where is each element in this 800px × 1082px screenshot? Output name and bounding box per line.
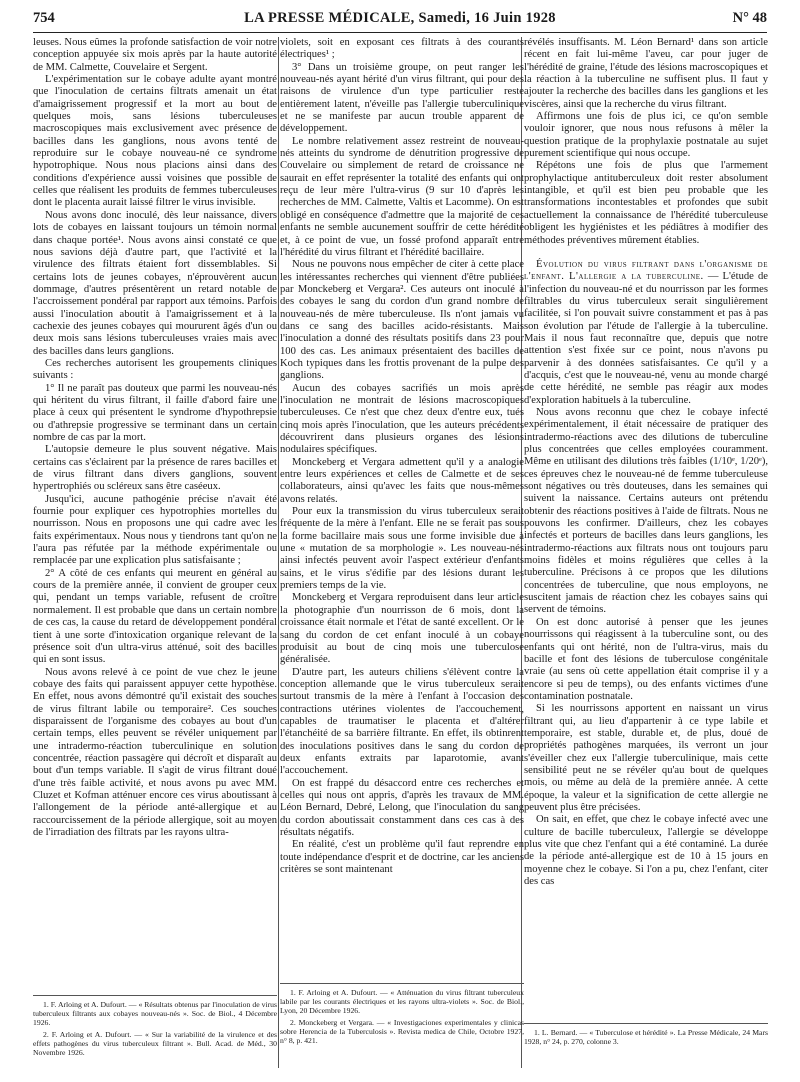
footnote: 2. F. Arloing et A. Dufourt. — « Sur la variabilité de la virulence et des effets pathogènes du virus tuberculeux filtrant ». Bull. Acad. de Méd., 30 Novembre 1926.	[33, 1029, 277, 1058]
column-3-body	[524, 37, 768, 888]
journal-title: LA PRESSE MÉDICALE, Samedi, 16 Juin 1928	[244, 10, 556, 26]
footnotes	[280, 983, 524, 1070]
section-paragraph	[524, 259, 768, 407]
paragraph: On est donc autorisé à penser que les jeunes nourrissons qui réagissent à la tuberculine sont, ou des enfants qui ont hérité, non de l'ultra-virus, mais du bacille et font des lésions de tuberculose congénitale vraie (au sens où cette appellation était comprise il y a encore si peu de temps), ou des enfants victimes d'une contamination postnatale.	[524, 616, 768, 702]
paragraph: Jusqu'ici, aucune pathogénie précise n'avait été fournie pour expliquer ces hypotrophies mortelles du nourrisson. Nous en proposons une qui cadre avec les faits expérimentaux. Nous nous y tiendrons tant qu'on ne l'aura pas réfutée par la méthode expérimentale ou remplacée par une explication plus satisfaisante ;	[33, 493, 277, 567]
paragraph: Aucun des cobayes sacrifiés un mois après l'inoculation ne montrait de lésions macroscopiques tuberculeuses. Ce n'est que chez deux d'entre eux, tués cinq mois après l'inoculation, que les auteurs précédents découvrirent dans plusieurs organes des lésions nodulaires spécifiques.	[280, 382, 524, 456]
paragraph: On sait, en effet, que chez le cobaye infecté avec une culture de bacille tuberculeux, l'allergie se développe plus vite que chez l'enfant qui a été contaminé. La durée de la période anté-allergique est de 10 à 15 jours en moyenne chez le cobaye. Si l'on a pu, chez l'enfant, citer des cas	[524, 814, 768, 888]
paragraph: 2° A côté de ces enfants qui meurent en général au cours de la première année, il convient de grouper ceux qui, pendant un temps variable, refusent de croître normalement. Il est probable que dans un certain nombre de ces cas, la cause du retard de développement pondéral tient à une sorte d'intoxication organique relevant de la présence soit d'un ultra-virus atténué, soit des bacilles qui en sont issus.	[33, 567, 277, 666]
paragraph: Nous avons donc inoculé, dès leur naissance, divers lots de cobayes en laissant toujours un témoin normal dans chaque portée¹. Nous avons ainsi constaté ce que nous savions déjà d'autre part, que l'activité et la virulence des filtrats étaient fort dissemblables. Si certains lots de jeunes cobayes, n'éprouvèrent aucun dommage, d'autres présentèrent un retard notable de l'accroissement pondéral par rapport aux témoins. Parfois aussi l'inoculation aboutit à l'amaigrissement et à la cachexie des jeunes cobayes qui moururent âgés d'un ou deux mois sans lésions tuberculeuses vraies mais avec des bacilles dans leurs ganglions.	[33, 209, 277, 357]
column-rule	[278, 37, 279, 1068]
column-1	[33, 37, 277, 1070]
column-2-body	[280, 37, 524, 876]
paragraph: 3° Dans un troisième groupe, on peut ranger les nouveau-nés ayant hérité d'un virus filtrant, qui pour des raisons de virulence d'un type particulier reste entièrement latent, n'éveille pas l'allergie tuberculinique et ne se manifeste par aucun trouble apparent de développement.	[280, 61, 524, 135]
paragraph: L'autopsie demeure le plus souvent négative. Mais certains cas s'éclairent par la présence de rares bacilles et de virus filtrant dans divers ganglions, souvent hypertrophiés ou scléreux sans être caséeux.	[33, 444, 277, 493]
footnotes	[524, 1023, 768, 1070]
paragraph: Pour eux la transmission du virus tuberculeux serait fréquente de la mère à l'enfant. Elle ne se ferait pas sous la forme bacillaire mais sous une forme invisible due à une « mutation de sa morphologie ». Les nouveau-nés ainsi infectés peuvent avoir l'aspect extérieur d'enfants sains, et le virus s'édifie par des lésions durant les premiers temps de la vie.	[280, 506, 524, 592]
column-3	[524, 37, 768, 1070]
footnote: 2. Monckeberg et Vergara. — « Investigaciones experimentales y clinicas sobre Herencia de la Tuberculosis ». Revista medica de Chile, Octobre 1927, n° 8, p. 421.	[280, 1017, 524, 1046]
footnotes	[33, 995, 277, 1070]
issue-number: N° 48	[732, 10, 767, 26]
paragraph: On est frappé du désaccord entre ces recherches et celles qui nous ont appris, d'après les travaux de MM. Léon Bernard, Debré, Lelong, que l'inoculation du sang du cordon aboutissait constamment dans ces cas à des résultats négatifs.	[280, 777, 524, 838]
paragraph: L'expérimentation sur le cobaye adulte ayant montré que l'inoculation de certains filtrats amenait un état d'amaigrissement progressif et la mort au bout de quelques mois, sans lésions tuberculeuses macroscopiques mais exclusivement avec présence de bacilles dans les ganglions, nous avons tenté de reproduire sur le cobaye nouveau-né ce syndrome hypotrophique. Nous nous placions ainsi dans des conditions d'expérience aussi voisines que possible de celles que réalisent les produits de femmes tuberculeuses dont le placenta aurait laissé filtrer le virus invisible.	[33, 74, 277, 209]
paragraph: Le nombre relativement assez restreint de nouveau-nés atteints du syndrome de dénutrition progressive de Couvelaire ou simplement de retard de croissance ne saurait en effet représenter la totalité des enfants qui ont reçu de leur mère l'ultra-virus (9 sur 10 d'après les recherches de MM. Calmette, Valtis et Lacomme). On est obligé en conséquence d'admettre que la majorité de ces enfants ne semble aucunement souffrir de cette hérédité et, à ce point de vue, un fossé profond apparaît entre l'hérédité du virus filtrant et l'hérédité bacillaire.	[280, 135, 524, 258]
paragraph: En réalité, c'est un problème qu'il faut reprendre en toute indépendance d'esprit et de doctrine, car les anciens critères se sont maintenant	[280, 839, 524, 876]
column-2	[280, 37, 524, 1070]
footnote: 1. L. Bernard. — « Tuberculose et hérédité ». La Presse Médicale, 24 Mars 1928, n° 24, p. 270, colonne 3.	[524, 1028, 768, 1047]
page-header	[33, 8, 767, 33]
paragraph: Si les nourrissons apportent en naissant un virus filtrant qui, au lieu d'appartenir à ce type labile et temporaire, est stable, durable et, de plus, doué de propriétés pathogènes marquées, ils verront un jour s'éveiller chez eux l'allergie tuberculinique, mais cette sensibilité peut ne se révéler qu'au bout de quelques mois, ou même au delà de la première année. A cette époque, la valeur et la signification de cette allergie ne peuvent plus être précisées.	[524, 703, 768, 813]
section-text: — L'étude de l'infection du nouveau-né et du nourrisson par les formes filtrables du virus tuberculeux serait singulièrement facilitée, si l'on pouvait suivre constamment et pas à pas son évolution par l'étude de l'allergie à la tuberculine. Mais il nous faut reconnaître que, depuis que notre attention s'est fixée sur ce point, nous n'avons pu parvenir à des données satisfaisantes. Ce qu'il y a d'acquis, c'est que le nouveau-né, venu au monde chargé de cette hérédité, ne semble pas réagir aux modes d'exploration habituels à la tuberculine.	[524, 271, 768, 406]
footnote: 1. F. Arloing et A. Dufourt. — « Atténuation du virus filtrant tuberculeux labile par les courants électriques et les rayons ultra-violets ». Soc. de Biol., Lyon, 20 Décembre 1926.	[280, 988, 524, 1016]
paragraph: 1° Il ne paraît pas douteux que parmi les nouveau-nés qui héritent du virus filtrant, il faille d'abord faire une place à ceux qui présentent le syndrome d'hypothrepsie ou d'athrepsie progressive se terminant dans un certain nombre de cas par la mort.	[33, 382, 277, 443]
paragraph: Monckeberg et Vergara admettent qu'il y a analogie entre leurs expériences et celles de Calmette et de ses collaborateurs, ainsi qu'avec les faits que nous-mêmes avons relatés.	[280, 456, 524, 505]
paragraph: Ces recherches autorisent les groupements cliniques suivants :	[33, 357, 277, 382]
paragraph: Affirmons une fois de plus ici, ce qu'on semble vouloir ignorer, que nous nous refusons à mêler la question pratique de la prophylaxie postnatale au sujet purement scientifique qui nous occupe.	[524, 111, 768, 160]
paragraph: Monckeberg et Vergara reproduisent dans leur article la photographie d'un nourrisson de 6 mois, dont la croissance était normale et l'état de santé excellent. Or le sang du cordon de cet enfant inoculé à un cobaye produisit au bout de cinq mois une tuberculose généralisée.	[280, 592, 524, 666]
paragraph: leuses. Nous eûmes la profonde satisfaction de voir notre conception appuyée six mois après par la haute autorité de MM. Calmette, Couvelaire et Sergent.	[33, 37, 277, 73]
paragraph: Nous ne pouvons nous empêcher de citer à cette place les intéressantes recherches qui viennent d'être publiées par Monckeberg et Vergara². Ces auteurs ont inoculé à des cobayes le sang du cordon d'un grand nombre de nouveau-nés de mère tuberculeuse. Ils n'ont jamais vu dans ce sang des bacilles acido-résistants. Mais l'inoculation a donné des résultats positifs dans 23 pour 100 des cas. Les animaux présentaient des bacilles de Koch typiques dans les frottis provenant de la pulpe des ganglions.	[280, 259, 524, 382]
paragraph: révélés insuffisants. M. Léon Bernard¹ dans son article récent en fait lui-même l'aveu, car pour juger de l'hérédité de graine, l'étude des lésions macroscopiques et la réaction à la tuberculine ne suffisent plus. Il faut y ajouter la recherche des bacilles dans les ganglions et les viscères, ainsi que la recherche du virus filtrant.	[524, 37, 768, 110]
paragraph: violets, soit en exposant ces filtrats à des courants électriques¹ ;	[280, 37, 524, 61]
paragraph: Nous avons reconnu que chez le cobaye infecté expérimentalement, il était nécessaire de pratiquer des intradermo-réactions avec des dilutions de tuberculine plus concentrées que celles employées couramment. Même en utilisant des dilutions très faibles (1/10ᵉ, 1/20ᵉ), ces épreuves chez le nouveau-né de femme tuberculeuse sont négatives ou très douteuses, dans les semaines qui suivent la naissance. Certains auteurs ont prétendu obtenir des réactions positives à l'aide de filtrats. Nous ne pouvons les confirmer. D'ailleurs, chez les cobayes infectés et porteurs de bacilles dans leurs ganglions, les intradermo-réactions aux filtrats nous ont toujours paru moins fidèles et moins régulières que celles à la tuberculine. Précisons à ce propos que les dilutions concentrées de tuberculine, que nous employons, ne suscitent jamais de réaction chez les cobayes sains qui servent de témoins.	[524, 406, 768, 616]
section-heading: Évolution du virus filtrant dans l'organisme de l'enfant. L'allergie a la tuberculine.	[524, 258, 768, 283]
footnote: 1. F. Arloing et A. Dufourt. — « Résultats obtenus par l'inoculation de virus tuberculeux filtrants aux cobayes nouveau-nés ». Soc. de Biol., 4 Décembre 1926.	[33, 1000, 277, 1028]
column-1-body	[33, 37, 277, 839]
paragraph: Nous avons relevé à ce point de vue chez le jeune cobaye des faits qui paraissent appuyer cette hypothèse. En effet, nous avons démontré qu'il existait des souches de virus filtrant labile ou temporaire². Ces souches disparaissent de l'organisme des cobayes au bout d'un certain temps, elles peuvent se révéler uniquement par une intradermo-réaction tuberculinique en solution concentrée, réaction passagère qui décroît et disparaît au bout d'un temps variable. Il s'agit de virus filtrant doué d'une très faible activité, et nous avons pu avec MM. Cluzet et Kofman atténuer encore ces virus aboutissant à l'allongement de la période anté-allergique et au raccourcissement de la période allergique, soit au moyen de l'irradiation des filtrats par les rayons ultra-	[33, 666, 277, 838]
paragraph: D'autre part, les auteurs chiliens s'élèvent contre la conception allemande que le virus tuberculeux serait surtout transmis de la mère à l'enfant à l'occasion des contractions utérines violentes de l'accouchement, capables de traumatiser le placenta et d'altérer l'étanchéité de sa barrière filtrante. En effet, ils obtinrent des inoculations positives dans le sang du cordon de deux enfants extraits par laparotomie, avant l'accouchement.	[280, 666, 524, 777]
page-number: 754	[33, 10, 55, 26]
paragraph: Répétons une fois de plus que l'armement prophylactique antituberculeux doit rester absolument intangible, et qu'il est bien peu probable que les transformations incontestables et profondes que subit actuellement la connaissance de l'hérédité tuberculeuse obligent les hygiénistes et les pédiâtres à modifier des méthodes préventives mûrement établies.	[524, 160, 768, 246]
